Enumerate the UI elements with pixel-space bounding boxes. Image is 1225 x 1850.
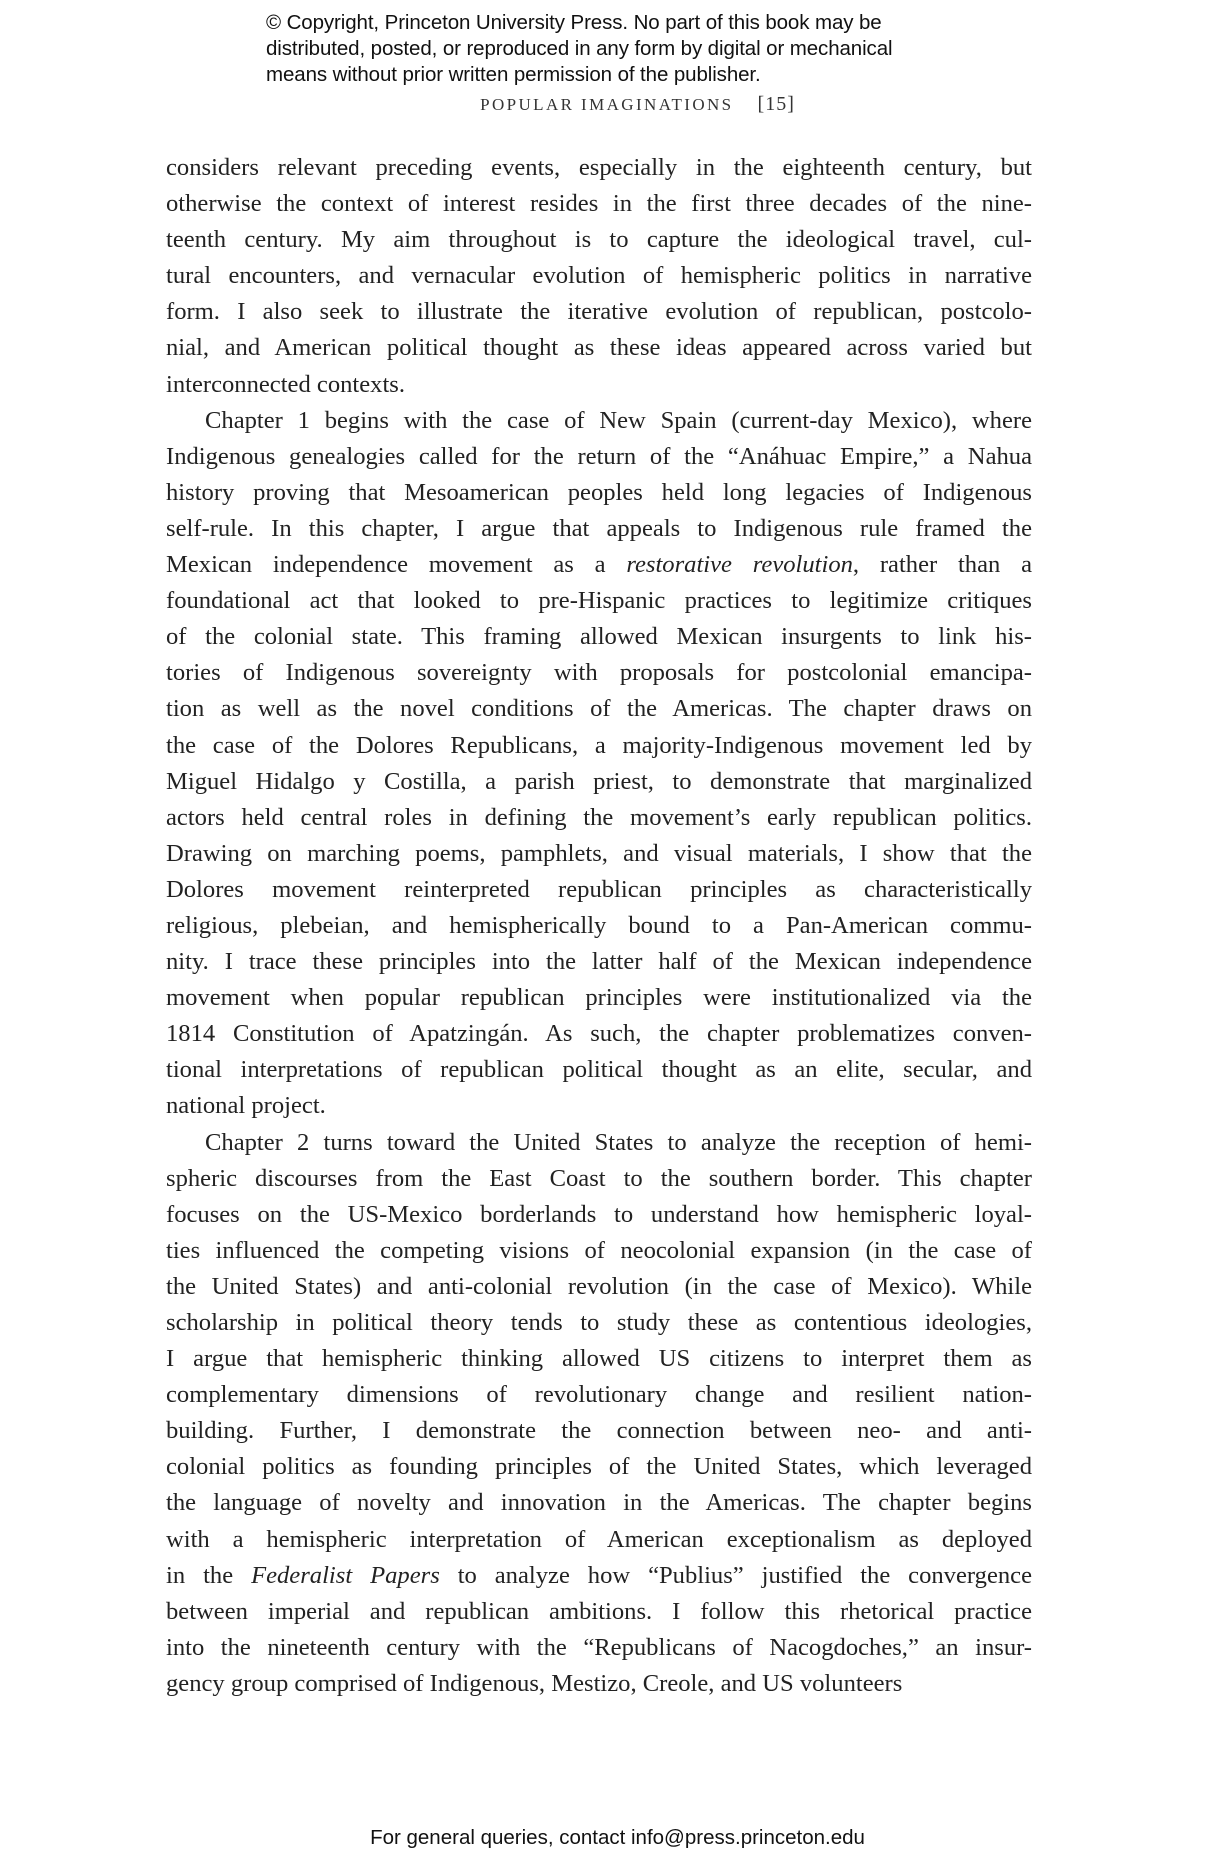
- text-line: I argue that hemispheric thinking allowed US citizens to interpret them as: [166, 1345, 1032, 1373]
- footer-contact: For general queries, contact info@press.princeton.edu: [370, 1826, 865, 1849]
- italic-title: Federalist Papers: [251, 1561, 440, 1589]
- text-line: history proving that Mesoamerican peoples held long legacies of Indigenous: [166, 478, 1032, 506]
- text-line: into the nineteenth century with the “Republicans of Nacogdoches,” an insur-: [166, 1633, 1032, 1661]
- text-line: teenth century. My aim throughout is to capture the ideological travel, cul-: [166, 226, 1032, 254]
- text-span: , rather than a: [852, 551, 1032, 579]
- text-line: Indigenous genealogies called for the return of the “Anáhuac Empire,” a Nahua: [166, 442, 1032, 470]
- text-line: ties influenced the competing visions of neocolonial expansion (in the case of: [166, 1236, 1032, 1264]
- text-line: foundational act that looked to pre-Hispanic practices to legitimize critiques: [166, 587, 1032, 615]
- text-line: building. Further, I demonstrate the connection between neo- and anti-: [166, 1417, 1032, 1445]
- copyright-line: © Copyright, Princeton University Press. No part of this book may be: [266, 11, 882, 34]
- text-line: the language of novelty and innovation in the Americas. The chapter begins: [166, 1489, 1032, 1517]
- text-line: tories of Indigenous sovereignty with proposals for postcolonial emancipa-: [166, 659, 1032, 687]
- text-line: with a hemispheric interpretation of American exceptionalism as deployed: [166, 1525, 1032, 1553]
- paragraph: [166, 1125, 1032, 1703]
- text-line: Chapter 2 turns toward the United States to analyze the reception of hemi-: [205, 1128, 1032, 1156]
- text-line: actors held central roles in defining the movement’s early republican politics.: [166, 803, 1032, 831]
- text-line: interconnected contexts.: [166, 370, 406, 398]
- text-line: tion as well as the novel conditions of the Americas. The chapter draws on: [166, 695, 1032, 723]
- text-line: tural encounters, and vernacular evolution of hemispheric politics in narrative: [166, 262, 1032, 290]
- text-line: Chapter 1 begins with the case of New Spain (current-day Mexico), where: [205, 406, 1032, 434]
- text-span: in the: [166, 1561, 252, 1589]
- page-number: [15]: [757, 93, 795, 115]
- text-line: colonial politics as founding principles of the United States, which leveraged: [166, 1453, 1032, 1481]
- text-line: self-rule. In this chapter, I argue that appeals to Indigenous rule framed the: [166, 514, 1032, 542]
- text-span: Mexican independence movement as a: [166, 551, 627, 579]
- text-line: focuses on the US-Mexico borderlands to understand how hemispheric loyal-: [166, 1200, 1032, 1228]
- copyright-line: distributed, posted, or reproduced in any form by digital or mechanical: [266, 37, 893, 60]
- running-head: [0, 93, 1225, 116]
- copyright-line: means without prior written permission of the publisher.: [266, 63, 761, 86]
- text-line: the case of the Dolores Republicans, a majority-Indigenous movement led by: [166, 731, 1032, 759]
- text-line: Drawing on marching poems, pamphlets, and visual materials, I show that the: [166, 839, 1032, 867]
- running-head-title: POPULAR IMAGINATIONS: [480, 95, 734, 114]
- text-span: to analyze how “Publius” justified the convergence: [439, 1561, 1032, 1589]
- text-line: religious, plebeian, and hemispherically bound to a Pan-American commu-: [166, 911, 1032, 939]
- text-line: tional interpretations of republican political thought as an elite, secular, and: [166, 1056, 1032, 1084]
- paragraph: [166, 150, 1032, 403]
- text-line: 1814 Constitution of Apatzingán. As such, the chapter problematizes conven-: [166, 1020, 1032, 1048]
- text-line: movement when popular republican principles were institutionalized via the: [166, 984, 1032, 1012]
- text-line: gency group comprised of Indigenous, Mestizo, Creole, and US volunteers: [166, 1669, 903, 1697]
- text-line: [166, 1558, 1032, 1594]
- text-line: nity. I trace these principles into the latter half of the Mexican independence: [166, 948, 1032, 976]
- text-line: considers relevant preceding events, especially in the eighteenth century, but: [166, 154, 1032, 181]
- text-line: [166, 547, 1032, 583]
- paragraph: [166, 403, 1032, 1125]
- text-line: Miguel Hidalgo y Costilla, a parish priest, to demonstrate that marginalized: [166, 767, 1032, 795]
- text-line: national project.: [166, 1092, 326, 1120]
- text-line: between imperial and republican ambitions. I follow this rhetorical practice: [166, 1597, 1032, 1625]
- italic-title: restorative revolution: [626, 551, 853, 579]
- text-line: form. I also seek to illustrate the iterative evolution of republican, postcolo-: [166, 298, 1032, 326]
- text-line: of the colonial state. This framing allowed Mexican insurgents to link his-: [166, 623, 1032, 651]
- text-line: Dolores movement reinterpreted republican principles as characteristically: [166, 875, 1032, 903]
- text-line: nial, and American political thought as these ideas appeared across varied but: [166, 334, 1032, 362]
- text-line: the United States) and anti-colonial revolution (in the case of Mexico). While: [166, 1272, 1032, 1300]
- text-line: complementary dimensions of revolutionary change and resilient nation-: [166, 1381, 1032, 1409]
- text-line: otherwise the context of interest resides in the first three decades of the nine-: [166, 190, 1032, 218]
- body-text: [166, 150, 1032, 1702]
- text-line: scholarship in political theory tends to study these as contentious ideologies,: [166, 1309, 1032, 1336]
- copyright-notice: [266, 10, 986, 88]
- text-line: spheric discourses from the East Coast to the southern border. This chapter: [166, 1164, 1032, 1192]
